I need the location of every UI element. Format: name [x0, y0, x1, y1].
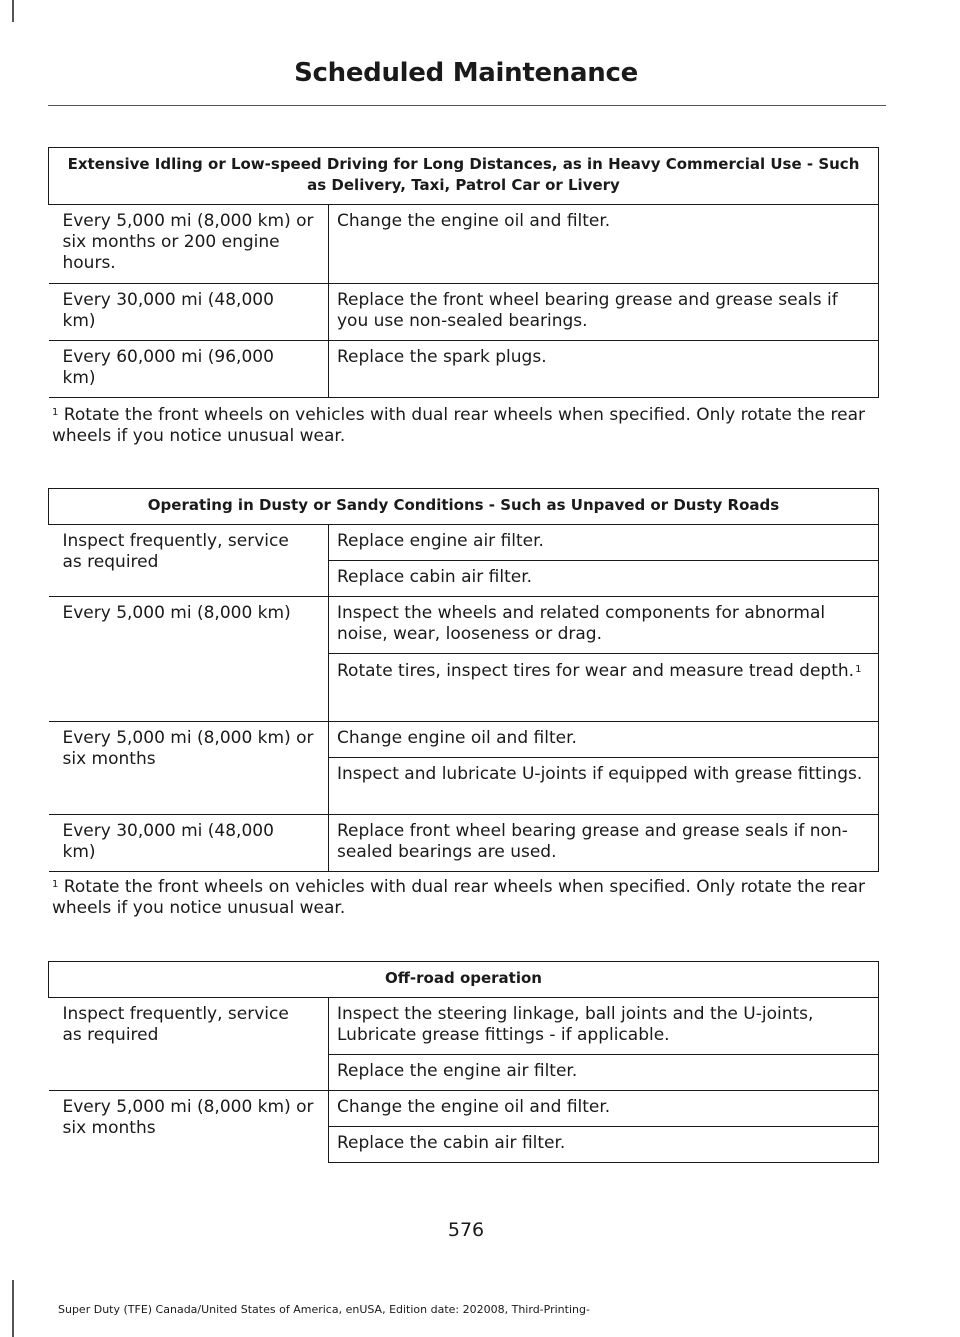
action-cell: Inspect the wheels and related components for abnormal noise, wear, looseness or drag.	[329, 597, 879, 654]
schedule-cell: Every 5,000 mi (8,000 km)	[49, 597, 329, 722]
action-cell: Change engine oil and filter.	[329, 722, 879, 758]
page-title: Scheduled Maintenance	[294, 58, 638, 88]
table-row	[49, 525, 879, 561]
schedule-cell: Every 60,000 mi (96,000 km)	[49, 341, 329, 398]
table-row	[49, 722, 879, 758]
schedule-cell: Every 5,000 mi (8,000 km) or six months	[49, 722, 329, 815]
table-row	[49, 341, 879, 398]
idling-maintenance-table	[48, 147, 879, 398]
schedule-cell: Inspect frequently, service as required	[49, 998, 329, 1091]
action-cell: Change the engine oil and filter.	[329, 1091, 879, 1127]
schedule-cell: Inspect frequently, service as required	[49, 525, 329, 597]
table-row	[49, 597, 879, 654]
schedule-cell: Every 5,000 mi (8,000 km) or six months	[49, 1091, 329, 1163]
action-cell: Replace the engine air filter.	[329, 1055, 879, 1091]
action-cell: Replace the spark plugs.	[329, 341, 879, 398]
action-cell: Inspect the steering linkage, ball joints and the U-joints, Lubricate grease fittings - if applicable.	[329, 998, 879, 1055]
crop-mark-top-left	[12, 0, 14, 22]
action-text: Rotate tires, inspect tires for wear and measure tread depth.	[337, 661, 855, 681]
edition-footer: Super Duty (TFE) Canada/United States of America, enUSA, Edition date: 202008, Third-Printing-	[58, 1303, 590, 1316]
action-cell	[329, 654, 879, 722]
action-cell: Replace the cabin air filter.	[329, 1127, 879, 1163]
crop-mark-bottom-left	[12, 1280, 14, 1337]
footnote-mark: 1	[52, 879, 59, 890]
action-cell: Inspect and lubricate U-joints if equipped with grease fittings.	[329, 758, 879, 815]
action-cell: Replace front wheel bearing grease and grease seals if non-sealed bearings are used.	[329, 815, 879, 872]
action-cell: Replace engine air filter.	[329, 525, 879, 561]
footnote-reference: 1	[855, 664, 862, 675]
action-cell: Replace cabin air filter.	[329, 561, 879, 597]
page-number: 576	[447, 1219, 485, 1241]
table-title: Extensive Idling or Low-speed Driving for Long Distances, as in Heavy Commercial Use - Such as Delivery, Taxi, Patrol Car or Livery	[49, 148, 879, 205]
footnote-mark: 1	[52, 407, 59, 418]
schedule-cell: Every 30,000 mi (48,000 km)	[49, 815, 329, 872]
footnote-text: Rotate the front wheels on vehicles with dual rear wheels when specified. Only rotate the rear wheels if you notice unusual wear.	[52, 405, 866, 446]
table-row	[49, 1091, 879, 1127]
schedule-cell: Every 5,000 mi (8,000 km) or six months or 200 engine hours.	[49, 205, 329, 284]
action-cell: Replace the front wheel bearing grease and grease seals if you use non-sealed bearings.	[329, 284, 879, 341]
table-row	[49, 284, 879, 341]
table-title: Operating in Dusty or Sandy Conditions - Such as Unpaved or Dusty Roads	[49, 489, 879, 525]
title-divider	[48, 105, 886, 106]
table-title: Off-road operation	[49, 962, 879, 998]
footnote	[52, 405, 882, 447]
footnote	[52, 877, 882, 919]
table-row	[49, 205, 879, 284]
footnote-text: Rotate the front wheels on vehicles with dual rear wheels when specified. Only rotate the rear wheels if you notice unusual wear.	[52, 877, 866, 918]
dusty-conditions-table	[48, 488, 879, 872]
off-road-table	[48, 961, 879, 1163]
table-row	[49, 815, 879, 872]
action-cell: Change the engine oil and filter.	[329, 205, 879, 284]
table-row	[49, 998, 879, 1055]
schedule-cell: Every 30,000 mi (48,000 km)	[49, 284, 329, 341]
